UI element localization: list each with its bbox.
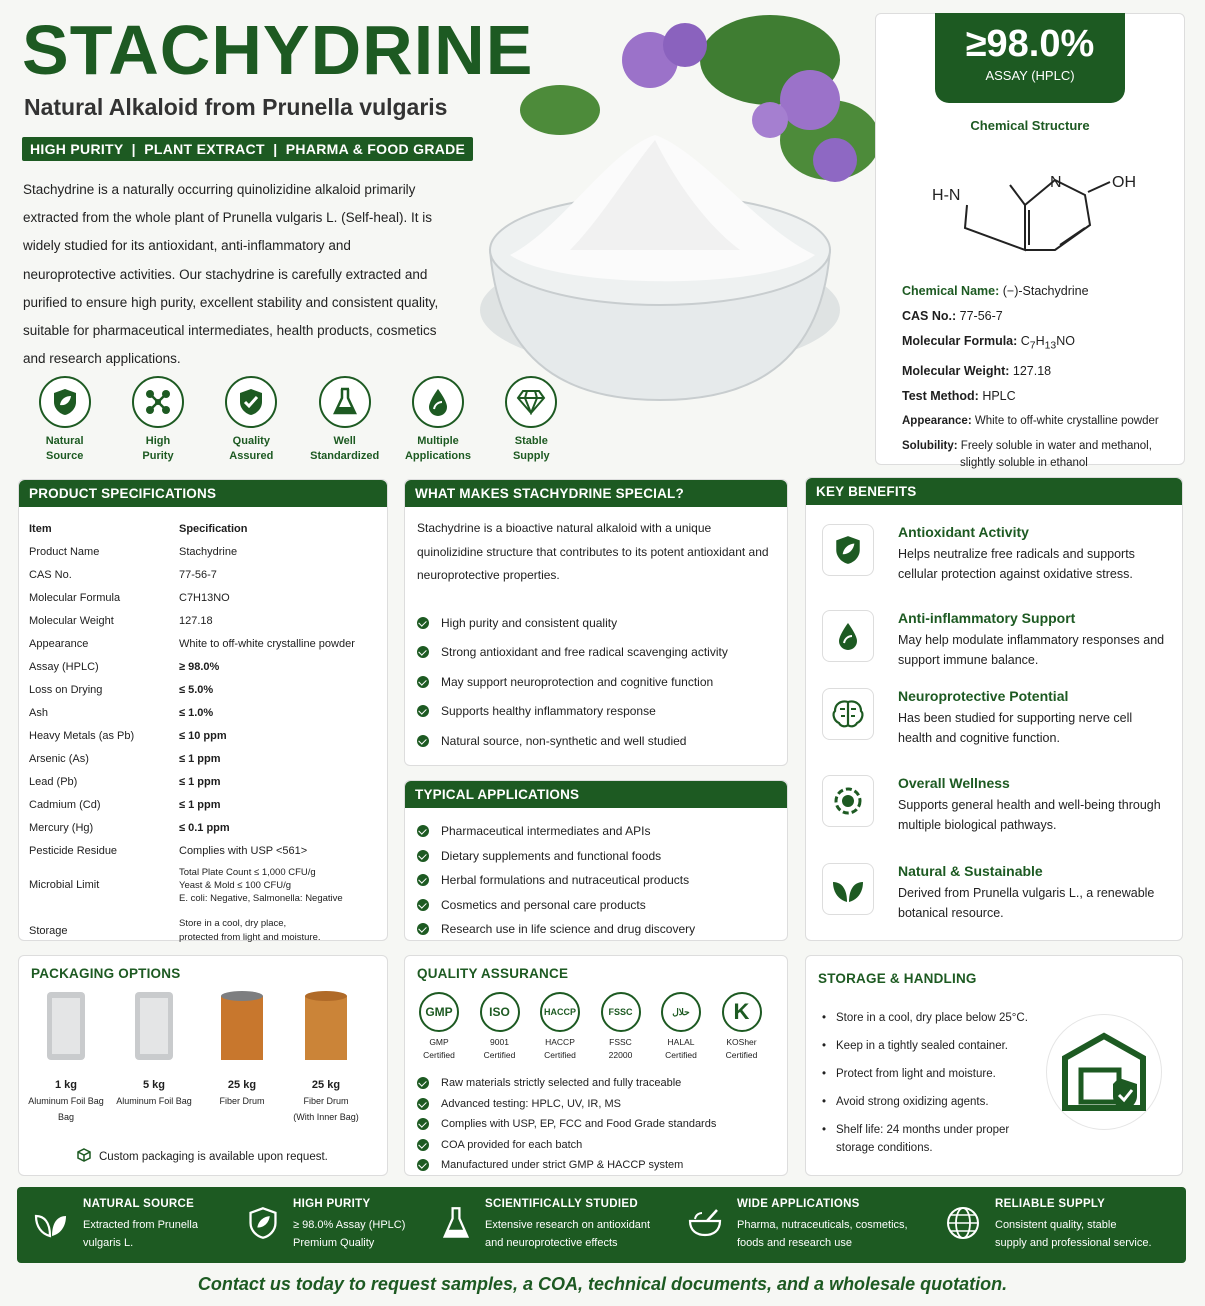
benefit-title: Antioxidant Activity: [898, 524, 1029, 540]
check-icon: [417, 1077, 429, 1089]
atom-h: H: [932, 187, 944, 204]
cert-5: [651, 992, 711, 1062]
benefit-desc: May help modulate inflammatory responses and support immune balance.: [898, 633, 1165, 667]
page-subtitle: Natural Alkaloid from Prunella vulgaris: [24, 94, 448, 120]
feature-label: Multiple: [417, 435, 459, 447]
cert-2: [470, 992, 530, 1062]
storage-item: • Store in a cool, dry place below 25°C.: [836, 1009, 1031, 1027]
feature-natural-source: [18, 376, 111, 464]
table-row: [19, 770, 387, 793]
package-name: Aluminum Foil Bag: [116, 1096, 192, 1106]
spec-key: Molecular Weight: [29, 614, 114, 627]
list-item-text: Manufactured under strict GMP & HACCP system: [441, 1159, 684, 1172]
table-row: [19, 724, 387, 747]
feature-high-purity: [111, 376, 204, 464]
quality-panel: [404, 955, 788, 1176]
benefit-item: [822, 688, 1167, 748]
footer-title: WIDE APPLICATIONS: [737, 1198, 860, 1210]
package-name: Aluminum Foil Bag: [28, 1096, 104, 1106]
storage-panel: [805, 955, 1183, 1176]
structure-title: Chemical Structure: [970, 118, 1090, 133]
spec-value: ≤ 1.0%: [179, 706, 214, 719]
spec-key: Molecular Formula: [29, 591, 121, 604]
atom-n: N: [948, 187, 961, 204]
special-panel: [404, 479, 788, 766]
benefit-title: Overall Wellness: [898, 775, 1010, 791]
custom-packaging-text: Custom packaging is available upon request.: [99, 1150, 328, 1163]
list-item: [417, 819, 777, 844]
cert-logo-icon: FSSC: [601, 992, 641, 1032]
special-text: Stachydrine is a bioactive natural alkaloid with a unique quinolizidine structure that contributes to its potent antioxidant and neuroprotective properties.: [417, 521, 769, 582]
flask-icon: [441, 1206, 471, 1245]
quality-list: [417, 1073, 777, 1176]
brain-icon: [822, 688, 874, 740]
package-25kg-drum-inner: [281, 990, 371, 1125]
footer-desc: supply and professional service.: [995, 1237, 1152, 1249]
assay-label: ASSAY (HPLC): [985, 68, 1075, 83]
spec-key: Storage: [29, 925, 68, 937]
list-item: [417, 1114, 777, 1135]
storage-item: • Avoid strong oxidizing agents.: [836, 1093, 1031, 1111]
spec-value: Stachydrine: [179, 545, 238, 558]
list-item: [417, 868, 777, 893]
cert-label: HACCP: [545, 1037, 575, 1047]
atom-n2: N: [1050, 174, 1062, 191]
table-row: [19, 586, 387, 609]
spec-value: ≤ 10 ppm: [179, 729, 227, 742]
specifications-panel: [18, 479, 388, 941]
table-row: [19, 839, 387, 862]
cert-label: KOSher: [726, 1037, 757, 1047]
list-item: [417, 1135, 777, 1156]
benefit-item: [822, 524, 1167, 584]
list-item: [417, 638, 777, 668]
footer-bar: [17, 1187, 1186, 1263]
benefit-title: Anti-inflammatory Support: [898, 610, 1076, 626]
footer-title: NATURAL SOURCE: [83, 1198, 195, 1210]
table-row: [19, 747, 387, 770]
spec-value: protected from light and moisture.: [179, 932, 321, 943]
assay-value: ≥98.0%: [965, 23, 1095, 65]
check-icon: [417, 850, 429, 862]
benefit-item: [822, 610, 1167, 670]
panel-header: STORAGE & HANDLING: [818, 971, 977, 986]
list-item-text: May support neuroprotection and cognitive function: [441, 674, 714, 689]
spec-value: ≤ 5.0%: [179, 683, 214, 696]
package-5kg: [109, 990, 199, 1109]
list-item: [417, 667, 777, 697]
footer-desc: Extracted from Prunella: [83, 1219, 198, 1231]
package-1kg: [21, 990, 111, 1125]
footer-desc: Pharma, nutraceuticals, cosmetics,: [737, 1219, 908, 1231]
prop-value: White to off-white crystalline powder: [971, 414, 1159, 427]
spec-value: ≤ 1 ppm: [179, 752, 221, 765]
shield-leaf-icon: [822, 524, 874, 576]
storage-item: • Protect from light and moisture.: [836, 1065, 1031, 1083]
cert-logo-icon: ISO: [480, 992, 520, 1032]
drop-leaf-icon: [822, 610, 874, 662]
prop-key: Chemical Name:: [902, 284, 1000, 298]
list-item: [417, 608, 777, 638]
package-weight: 25 kg: [227, 1079, 257, 1091]
footer-title: SCIENTIFICALLY STUDIED: [485, 1198, 638, 1210]
spec-value: Yeast & Mold ≤ 100 CFU/g: [179, 879, 292, 891]
footer-item: [945, 1187, 1152, 1263]
spec-table: [19, 517, 387, 862]
list-item-text: Advanced testing: HPLC, UV, IR, MS: [441, 1097, 621, 1110]
spec-value: C7H13NO: [179, 591, 230, 604]
spec-value: Complies with USP <561>: [179, 844, 308, 857]
check-icon: [417, 1139, 429, 1151]
check-icon: [417, 735, 429, 747]
shield-check-icon: [225, 376, 277, 428]
footer-item: [441, 1187, 650, 1263]
drop-leaf-icon: [412, 376, 464, 428]
prop-value: 13: [1044, 340, 1057, 352]
feature-label: Source: [46, 450, 84, 462]
benefits-panel: [805, 477, 1183, 941]
spec-value: 77-56-7: [179, 568, 217, 581]
check-icon: [417, 676, 429, 688]
cert-label: FSSC: [609, 1037, 632, 1047]
cert-label: GMP: [429, 1037, 449, 1047]
table-header: Item: [29, 522, 52, 535]
package-name: (With Inner Bag): [293, 1112, 359, 1122]
benefit-desc: Derived from Prunella vulgaris L., a renewable botanical resource.: [898, 886, 1155, 920]
flower-decoration: [520, 15, 880, 182]
spec-key: CAS No.: [29, 568, 72, 581]
feature-quality-assured: [205, 376, 298, 464]
custom-packaging-note: [77, 1148, 328, 1165]
list-item-text: Dietary supplements and functional foods: [441, 848, 662, 863]
footer-item: [33, 1187, 198, 1263]
prop-value: NO: [1056, 334, 1075, 348]
spec-key: Microbial Limit: [29, 879, 100, 891]
table-row: [19, 540, 387, 563]
cert-logo-icon: HACCP: [540, 992, 580, 1032]
list-item: [417, 893, 777, 918]
tag-bar: HIGH PURITY | PLANT EXTRACT | PHARMA & FOOD GRADE: [22, 137, 473, 161]
shield-leaf-icon: [247, 1206, 279, 1245]
feature-label: Natural: [45, 435, 84, 447]
powder-bowl-image: [470, 0, 880, 460]
cert-label: Certified: [725, 1050, 758, 1060]
gear-leaf-icon: [822, 775, 874, 827]
atom-oh: OH: [1112, 174, 1136, 191]
list-item-text: Research use in life science and drug discovery: [441, 922, 696, 937]
prop-value: 127.18: [1009, 363, 1052, 378]
benefit-title: Natural & Sustainable: [898, 863, 1043, 879]
list-item: [417, 1073, 777, 1094]
check-icon: [417, 899, 429, 911]
prop-value: 7: [1029, 340, 1036, 352]
box-icon: [77, 1148, 91, 1165]
list-item-text: High purity and consistent quality: [441, 615, 618, 630]
cert-label: 22000: [608, 1050, 633, 1060]
spec-value: Total Plate Count ≤ 1,000 CFU/g: [179, 866, 316, 878]
package-name: Bag: [57, 1112, 74, 1122]
applications-list: [417, 819, 777, 942]
feature-label: Well: [333, 435, 356, 447]
benefit-title: Neuroprotective Potential: [898, 688, 1069, 704]
package-name: Fiber Drum: [219, 1096, 265, 1106]
cert-1: [409, 992, 469, 1062]
prop-value: slightly soluble in ethanol: [960, 456, 1088, 469]
chemical-properties: [902, 279, 1182, 472]
benefit-item: [822, 775, 1167, 835]
structure-diagram: [925, 150, 1145, 260]
package-name: Fiber Drum: [303, 1096, 349, 1106]
svg-text:H-N: H-N: [932, 187, 961, 204]
check-icon: [417, 1159, 429, 1171]
prop-value: C: [1017, 334, 1030, 348]
list-item: [417, 726, 777, 756]
spec-key: Lead (Pb): [29, 775, 78, 788]
package-25kg-drum: [197, 990, 287, 1109]
contact-line: Contact us today to request samples, a COA, technical documents, and a wholesale quotation.: [197, 1274, 1008, 1294]
cert-label: Certified: [544, 1050, 576, 1060]
footer-item: [687, 1187, 908, 1263]
cert-logo-icon: GMP: [419, 992, 459, 1032]
cert-label: 9001: [490, 1037, 509, 1047]
spec-key: Product Name: [29, 545, 100, 558]
storage-item: • Keep in a tightly sealed container.: [836, 1037, 1031, 1055]
footer-item: [247, 1187, 405, 1263]
table-row: [19, 655, 387, 678]
feature-label: Quality: [232, 435, 270, 447]
spec-value: ≤ 1 ppm: [179, 775, 221, 788]
spec-key: Heavy Metals (as Pb): [29, 729, 135, 742]
cert-logo-icon: K: [722, 992, 762, 1032]
spec-value: 127.18: [179, 614, 213, 627]
prop-key: CAS No.:: [902, 309, 957, 323]
cert-6: [712, 992, 772, 1062]
globe-icon: [945, 1205, 981, 1246]
list-item-text: Raw materials strictly selected and fully traceable: [441, 1077, 682, 1090]
cert-4: [591, 992, 651, 1062]
benefit-desc: Helps neutralize free radicals and supports cellular protection against oxidative stress.: [898, 547, 1135, 581]
check-icon: [417, 874, 429, 886]
cert-label: HALAL: [667, 1037, 695, 1047]
footer-desc: Consistent quality, stable: [995, 1219, 1117, 1231]
footer-desc: and neuroprotective effects: [485, 1237, 618, 1249]
list-item: [417, 844, 777, 869]
prop-value: H: [1035, 334, 1045, 348]
benefit-desc: Has been studied for supporting nerve cell health and cognitive function.: [898, 711, 1133, 745]
panel-header: TYPICAL APPLICATIONS: [405, 781, 787, 808]
check-icon: [417, 923, 429, 935]
list-item-text: COA provided for each batch: [441, 1138, 583, 1151]
check-icon: [417, 705, 429, 717]
leaves-icon: [822, 863, 874, 915]
package-weight: 25 kg: [311, 1079, 341, 1091]
spec-key: Arsenic (As): [29, 752, 89, 765]
check-icon: [417, 617, 429, 629]
mortar-icon: [687, 1207, 723, 1244]
check-icon: [417, 1098, 429, 1110]
table-row: [19, 793, 387, 816]
table-row: [19, 816, 387, 839]
package-weight: 5 kg: [142, 1079, 165, 1091]
check-icon: [417, 646, 429, 658]
prop-key: Molecular Formula:: [902, 334, 1018, 348]
spec-value: White to off-white crystalline powder: [179, 637, 355, 650]
footer-title: HIGH PURITY: [293, 1198, 371, 1210]
check-icon: [417, 1118, 429, 1130]
cert-label: Certified: [483, 1050, 516, 1060]
shield-leaf-icon: [39, 376, 91, 428]
spec-key: Cadmium (Cd): [29, 798, 101, 811]
special-list: [417, 608, 777, 756]
table-row: [19, 632, 387, 655]
cert-logo-icon: حلال: [661, 992, 701, 1032]
list-item-text: Strong antioxidant and free radical scavenging activity: [441, 645, 728, 660]
list-item-text: Cosmetics and personal care products: [441, 897, 646, 912]
flask-icon: [319, 376, 371, 428]
leaves-icon: [33, 1208, 69, 1243]
page-title: STACHYDRINE: [22, 11, 534, 89]
spec-key: Loss on Drying: [29, 683, 103, 696]
list-item-text: Natural source, non-synthetic and well studied: [441, 733, 687, 748]
benefit-item: [822, 863, 1167, 923]
feature-label: Supply: [512, 450, 550, 462]
panel-header: KEY BENEFITS: [806, 478, 1182, 505]
spec-value: Store in a cool, dry place,: [179, 918, 287, 929]
spec-table-extra: [19, 862, 387, 954]
prop-key: Solubility:: [902, 439, 958, 452]
molecule-icon: [132, 376, 184, 428]
footer-desc: Premium Quality: [293, 1237, 375, 1249]
spec-value: ≤ 1 ppm: [179, 798, 221, 811]
table-row: [19, 678, 387, 701]
footer-title: RELIABLE SUPPLY: [995, 1198, 1106, 1210]
footer-desc: foods and research use: [737, 1237, 852, 1249]
cert-label: Certified: [665, 1050, 697, 1060]
prop-key: Appearance:: [902, 414, 972, 427]
packaging-panel: [18, 955, 388, 1176]
table-row: [19, 609, 387, 632]
benefit-desc: Supports general health and well-being through multiple biological pathways.: [898, 798, 1161, 832]
table-header: Specification: [179, 522, 248, 535]
feature-label: High: [145, 435, 171, 447]
panel-header: QUALITY ASSURANCE: [417, 966, 569, 981]
spec-key: Appearance: [29, 637, 89, 650]
footer-desc: vulgaris L.: [83, 1237, 134, 1249]
package-weight: 1 kg: [54, 1079, 77, 1091]
list-item: [417, 697, 777, 727]
feature-label: Standardized: [310, 450, 380, 462]
feature-label: Assured: [229, 450, 274, 462]
list-item-text: Pharmaceutical intermediates and APIs: [441, 824, 651, 839]
panel-header: PACKAGING OPTIONS: [31, 966, 181, 981]
feature-label: Stable: [514, 435, 548, 447]
check-icon: [417, 825, 429, 837]
spec-value: E. coli: Negative, Salmonella: Negative: [179, 892, 343, 904]
list-item-text: Herbal formulations and nutraceutical products: [441, 873, 690, 888]
table-row: [19, 563, 387, 586]
prop-value: (−)-Stachydrine: [999, 284, 1089, 298]
list-item-text: Complies with USP, EP, FCC and Food Grade standards: [441, 1118, 717, 1131]
spec-key: Assay (HPLC): [29, 660, 99, 673]
spec-value: ≤ 0.1 ppm: [179, 821, 230, 834]
list-item-text: Supports healthy inflammatory response: [441, 704, 656, 719]
list-item: [417, 1155, 777, 1176]
prop-key: Molecular Weight:: [902, 363, 1010, 378]
applications-panel: [404, 780, 788, 941]
spec-key: Mercury (Hg): [29, 821, 94, 834]
cert-3: [530, 992, 590, 1062]
cert-label: Certified: [423, 1050, 455, 1060]
feature-label: Applications: [404, 450, 471, 462]
panel-header: WHAT MAKES STACHYDRINE SPECIAL?: [405, 480, 787, 507]
intro-text: Stachydrine is a naturally occurring quinolizidine alkaloid primarily extracted from the whole plant of Prunella vulgaris L. (Self-heal). It is widely studied for its antioxidant, anti-inflammatory and neuroprotective activities. Our stachydrine is carefully extracted and purified to ensure high purity, excellent stability and consistent quality, suitable for pharmaceutical intermediates, health products, cosmetics and research applications.: [23, 182, 439, 367]
list-item: [417, 917, 777, 942]
prop-value: HPLC: [978, 388, 1016, 403]
list-item: [417, 1094, 777, 1115]
spec-key: Ash: [29, 706, 48, 719]
footer-desc: ≥ 98.0% Assay (HPLC): [293, 1219, 406, 1231]
footer-desc: Extensive research on antioxidant: [485, 1219, 651, 1231]
spec-key: Pesticide Residue: [29, 844, 118, 857]
panel-header: PRODUCT SPECIFICATIONS: [19, 480, 387, 507]
prop-key: Test Method:: [902, 388, 979, 403]
table-row: [19, 701, 387, 724]
feature-standardized: [298, 376, 391, 464]
spec-value: ≥ 98.0%: [179, 660, 220, 673]
prop-value: 77-56-7: [956, 309, 1003, 323]
feature-label: Purity: [142, 450, 174, 462]
prop-value: Freely soluble in water and methanol,: [957, 439, 1152, 452]
storage-item: • Shelf life: 24 months under proper storage conditions.: [836, 1121, 1031, 1157]
warehouse-icon: [1046, 1014, 1162, 1130]
assay-badge: [935, 13, 1125, 103]
